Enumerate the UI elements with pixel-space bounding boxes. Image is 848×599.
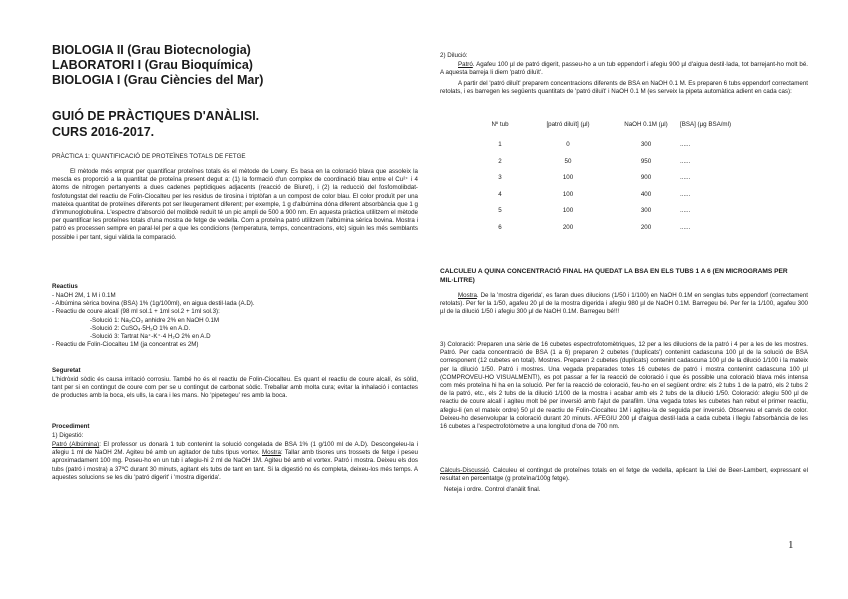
table-cell: ...... (680, 223, 691, 231)
table-cell: 100 (562, 207, 574, 214)
procedure-heading: Procediment (52, 423, 90, 430)
patro-label: Patró (458, 61, 473, 68)
table-cell: ...... (680, 190, 691, 198)
col-header: Nº tub (491, 121, 509, 128)
table-cell: ...... (680, 141, 691, 148)
practice-title: PRÀCTICA 1: QUANTIFICACIÓ DE PROTEÏNES TOTALS DE FETGE (52, 153, 246, 160)
step1-label: 1) Digestió: (52, 432, 84, 439)
table-cell: 1 (498, 141, 502, 148)
reagents-list (52, 292, 255, 349)
calc-label: Càlculs-Discussió (440, 467, 489, 474)
table-cell: 200 (640, 223, 652, 231)
col-header: [patró diluït] (µl) (546, 121, 590, 128)
table-cell: 50 (564, 157, 572, 165)
calc-text: . Calculeu el contingut de proteïnes totals en el fetge de vedella, aplicant la Llei de Beer-Lambert, expressant el resultat en percentatge (g proteïna/100g fetge). (440, 467, 808, 483)
solution-item: -Solució 1: Na₂CO₃ anhidre 2% en NaOH 0.1M (90, 316, 220, 324)
col-header: NaOH 0.1M (µl) (624, 121, 668, 128)
table-cell: 400 (640, 190, 652, 198)
table-cell: 100 (562, 174, 574, 181)
table-row (476, 224, 760, 241)
table-cell: ...... (680, 207, 691, 214)
course-year: CURS 2016-2017. (52, 125, 155, 139)
step2-paragraph (440, 61, 808, 77)
patro-label: Patró (Albúmina) (52, 441, 100, 448)
calc-paragraph (440, 467, 808, 483)
mostra-text: . De la 'mostra digerida', es faran dues dilucions (1/50 i 1/100) en NaOH 0.1M en senglas tubs eppendorf (correctament retolats). Per fer la 1/50, agafeu 20 µl de la mostra digerida i afegiu 980 µl de NaOH 0.1M. Barregeu bé. Per fer la 1/100, agafeu 300 µl de la dilució 1/50 i afegiu 300 µl de NaOH 0.1M. Barregeu bé!!! (440, 292, 808, 316)
step3-paragraph (440, 341, 808, 431)
step3-text: : Preparen una sèrie de 16 cubetes espectrofotomètriques, 12 per a les dilucions de la patró i 4 per a les de les mostres. Patró. Per cada concentració de BSA (1 a 6) preparen 2 cubetes ('duplicats') contenint cadascuna 100 µl de la solució de BSA corresponent (12 cubetes en total). Mostres. Preparen 2 cubetes (duplicats) contenint cadascuna 100 µl de la dilució 1/100 i la mateix per la dilució 1/50. Patró i mostres. Una vegada preparades totes 16 cubetes de patró i mostra contenint cadascuna 100 µl (COMPROVEU-HO VISUALMENT!), es pot passar a fer la reacció de coloració i que és possible una coloració blava més intensa com més proteïna hi ha en la solució. Per fer la reacció de coloració, feu-ho en el següent ordre: els 2 tubs 1 de la patró, els 2 tubs 2 de la patró, etc., els 2 tubs de la dilució 1/100 de la mostra i acabar amb els 2 tubs de la dilució 1/50. Coloració: afegiu 500 µl de reactiu de coure alcalí i agiteu molt bé per inversió amb l'ajut de parafilm. Una vegada totes les cubetes han rebut el primer reactiu, afegiu-li (en el mateix ordre) 50 µl de reactiu de Folin-Ciocalteu 1M i agiteu-la de seguida per inversió. Observeu el canvis de color. Deixeu-ho desenvolupar la coloració durant 20 minuts. AFEGIU 200 µl d'aigua destil·lada a cada cubeta i llegiu l'absorbància de les 16 cubetes a l'espectrofotòmetre a una longitud d'ona de 700 nm. (440, 341, 809, 431)
patro-text: : El professor us donarà 1 tub contenint la solució congelada de BSA 1% (1 g/100 ml de A.D). Descongeleu-la i afegiu 1 ml de NaOH 2M. Agiteu bé amb un agitador de tubs tipus vortex. (52, 441, 418, 457)
table-row (476, 158, 760, 175)
col-header: [BSA] (µg BSA/ml) (680, 121, 732, 128)
solution-item: -Solució 2: CuSO₄·5H₂O 1% en A.D. (90, 324, 191, 332)
table-cell: 900 (640, 174, 652, 181)
table-cell: 2 (498, 157, 502, 165)
reagents-heading: Reactius (52, 283, 78, 290)
reagent-item: - Reactiu de coure alcalí (98 ml sol.1 + 1ml sol.2 + 1ml sol.3): (52, 308, 220, 316)
cleanup-text: Neteja i ordre. Control d'anàlit final. (444, 486, 541, 493)
table-header-row (476, 121, 760, 141)
table-cell: 0 (566, 141, 570, 148)
step2-paragraph-2: A partir del 'patró diluït' preparem concentracions diferents de BSA en NaOH 0.1 M. Es preparen 6 tubs eppendorf correctament retolats, i es barregen les següents quantitats de 'patró diluït' i NaOH 0.1 M (es serveix la pipeta automàtica adient en cada cas): (440, 80, 808, 96)
table-row (476, 141, 760, 158)
table-cell: 3 (498, 174, 502, 181)
reagent-item: - NaOH 2M, 1 M i 0.1M (52, 292, 116, 299)
table-cell: 300 (640, 141, 652, 148)
intro-paragraph: El mètode més emprat per quantificar proteïnes totals és el mètode de Lowry. Es basa en la coloració blava que assoleix la mescla es proporció a la quantitat de proteïna present degut a: (1) la formació d'un complex de coordinació blau entre el Cu²⁺ i 4 àtoms de nitrogen pertanyents a dues cadenes peptídiques adjacents (reacció de Biuret), i (2) la reducció del fosfomolibdat-fosfotungstat del reactiu de Folin-Ciocalteu per les residus de tirosina i triptòfan a un compost de color blau. El color produït per una mateixa quantitat de proteïnes diferents pot ser lleugerament diferent; per exemple, 1 g d'albúmina dóna diferent absorbància que 1 g d'immunoglobulina. L'espectre d'absorció del molibdè reduït té un pic ampli de 500 a 900 nm. En aquesta pràctica utilitzem el mètode per quantificar les proteïnes totals d'una mostra de fetge de vedella. Com a proteïna patró utilitzem l'albúmina sèrica bovina. Mostra i patró es processen sempre en paral·lel per a que les condicions (temperatura, temps, concentracions, etc) siguin les més semblants possible i per tant, sigui vàlida la comparació. (52, 168, 418, 241)
mostra-paragraph (440, 292, 808, 317)
mostra-label: Mostra (458, 292, 477, 299)
table-row (476, 207, 760, 224)
reagent-item: - Reactiu de Folin-Ciocalteu 1M (ja concentrat es 2M) (52, 341, 199, 349)
step2-label: 2) Dilució: (440, 52, 468, 59)
course-title-line3: BIOLOGIA I (Grau Ciències del Mar) (52, 73, 264, 87)
safety-paragraph: L'hidròxid sòdic és causa irritació corrosiu. També ho és el reactiu de Folin-Ciocalteu. Es quant el reactiu de coure alcalí, és sòlid, tant per si en contingut de coure com per se u contingut de carbonat sòdic. Treballar amb molta cura; evitar la inhalació i contactes de productes amb la boca, els ulls, la cara i les mans. No 'pipetegeu' res amb la boca. (52, 376, 418, 400)
step3-label: 3) Coloració (440, 341, 474, 348)
safety-heading: Seguretat (52, 367, 81, 374)
step2-text: . Agafeu 100 µl de patró digerit, passeu-ho a un tub eppendorf i afegiu 900 µl d'aigua destil·lada, tot barrejant-ho molt bé. A aquesta barreja li diem 'patró diluït'. (440, 61, 808, 77)
dilution-table (476, 121, 760, 240)
table-cell: 6 (498, 223, 502, 231)
course-title-line1: BIOLOGIA II (Grau Biotecnologia) (52, 43, 251, 57)
table-cell: 200 (562, 223, 574, 231)
table-cell: 300 (640, 207, 652, 214)
reagent-item: - Albúmina sèrica bovina (BSA) 1% (1g/100ml), en aigua destil·lada (A.D). (52, 300, 255, 308)
mostra-text: : Tallar amb tisores uns trossets de fetge i peseu aproximadament 100 mg. Poseu-ho en un tub i afegiu-hi 2 ml de NaOH 1M. Agiteu bé amb el vortex. Patró i mostra. Deixeu els dos tubs (patró i mostra) a 37ºC durant 30 minuts, agitant els tubs de tant en tant. Si la digestió no és completa, deixeu-los més temps. A aquestes solucions se les diu 'patró digerit' i 'mostra digerida'. (52, 449, 418, 481)
calc-heading: CALCULEU A QUINA CONCENTRACIÓ FINAL HA QUEDAT LA BSA EN ELS TUBS 1 A 6 (EN MICROGRAMS PER MIL·LITRE) (440, 268, 788, 284)
table-cell: ...... (680, 174, 691, 181)
table-cell: 4 (498, 190, 502, 198)
step1-paragraph (52, 441, 418, 482)
table-cell: ...... (680, 157, 691, 165)
course-title-line2: LABORATORI I (Grau Bioquímica) (52, 58, 253, 72)
table-row (476, 191, 760, 208)
table-cell: 950 (640, 157, 652, 165)
table-cell: 100 (562, 190, 574, 198)
table-row (476, 174, 760, 191)
solution-item: -Solució 3: Tartrat Na⁺-K⁺·4 H₂O 2% en A.D (90, 333, 211, 341)
table-cell: 5 (498, 207, 502, 214)
page-number: 1 (788, 539, 794, 551)
mostra-label: Mostra (261, 449, 281, 457)
guide-title: GUIÓ DE PRÀCTIQUES D'ANÀLISI. (52, 109, 260, 123)
